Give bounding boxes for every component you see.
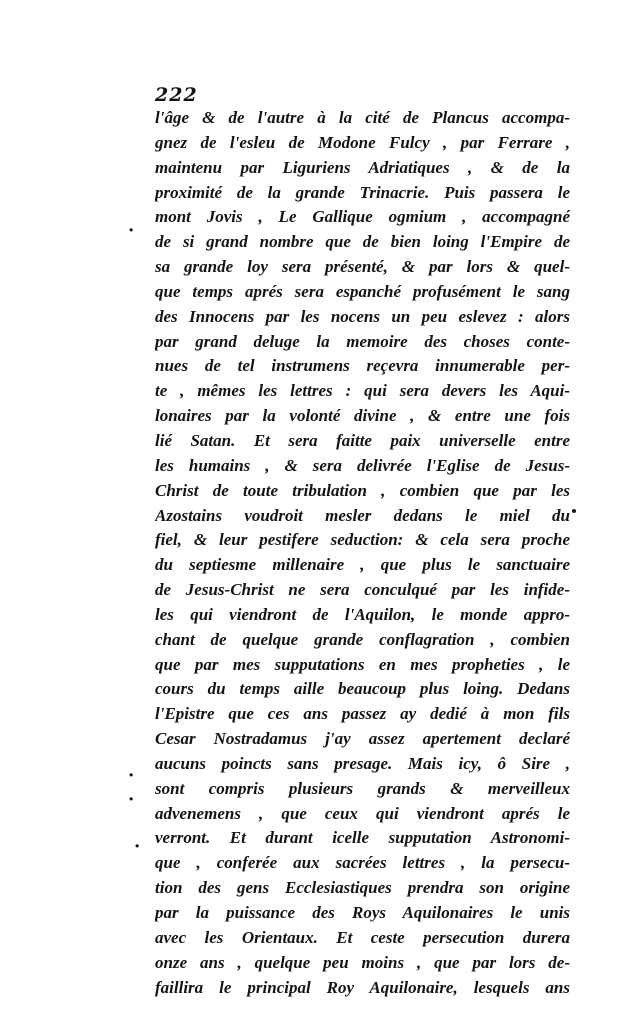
text-line: sa grande loy sera présenté, & par lors & quel- — [155, 257, 570, 277]
text-line: sont compris plusieurs grands & merveilleux — [155, 778, 570, 798]
text-line: maintenu par Liguriens Adriatiques , & de la — [155, 157, 570, 177]
text-line: proximité de la grande Trinacrie. Puis passera le — [155, 182, 570, 202]
text-line: que par mes supputations en mes propheties , le — [155, 654, 570, 674]
margin-dash-mark: · — [128, 789, 135, 810]
text-line: aucuns poincts sans presage. Mais icy, ô Sire , — [155, 753, 570, 773]
text-line: advenemens , que ceux qui viendront aprés le — [155, 803, 570, 823]
page-number: 222 — [155, 84, 198, 106]
text-line: des Innocens par les nocens un peu eslevez : alors — [155, 306, 570, 326]
margin-dash-mark: · — [128, 220, 135, 241]
text-line: nues de tel instrumens reçevra innumerable per- — [155, 356, 570, 376]
text-line: Christ de toute tribulation , combien que par les — [155, 480, 570, 500]
text-line: Azostains voudroit mesler dedans le miel du — [155, 505, 570, 525]
text-line: de si grand nombre que de bien loing l'Empire de — [155, 232, 570, 252]
text-line: verront. Et durant icelle supputation Astronomi- — [155, 828, 570, 848]
ink-speck — [572, 509, 576, 513]
text-line: chant de quelque grande conflagration , combien — [155, 629, 570, 649]
text-line: l'Epistre que ces ans passez ay dedié à mon fils — [155, 704, 570, 724]
text-line: l'âge & de l'autre à la cité de Plancus accompa- — [155, 108, 570, 127]
text-line: onze ans , quelque peu moins , que par lors de- — [155, 952, 570, 972]
text-line: du septiesme millenaire , que plus le sanctuaire — [155, 555, 570, 575]
text-line: tion des gens Ecclesiastiques prendra son origine — [155, 878, 570, 898]
text-line: lié Satan. Et sera faitte paix universelle entre — [155, 430, 570, 450]
text-line: que , conferée aux sacrées lettres , la persecu- — [155, 853, 570, 873]
text-line: faillira le principal Roy Aquilonaire, lesquels ans — [155, 977, 570, 997]
text-line: fiel, & leur pestifere seduction: & cela sera proche — [155, 530, 570, 550]
text-line: Cesar Nostradamus j'ay assez apertement declaré — [155, 729, 570, 749]
text-line: par grand deluge la memoire des choses conte- — [155, 331, 570, 351]
margin-dash-mark: · — [134, 836, 141, 857]
text-line: mont Jovis , Le Gallique ogmium , accompagné — [155, 207, 570, 227]
text-line: que temps aprés sera espanché profusément le sang — [155, 281, 570, 301]
text-line: les humains , & sera delivrée l'Eglise de Jesus- — [155, 455, 570, 475]
text-line: avec les Orientaux. Et ceste persecution durera — [155, 927, 570, 947]
text-line: les qui viendront de l'Aquilon, le monde appro- — [155, 604, 570, 624]
text-line: cours du temps aille beaucoup plus loing. Dedans — [155, 679, 570, 699]
text-line: lonaires par la volonté divine , & entre une fois — [155, 406, 570, 426]
text-line: de Jesus-Christ ne sera conculqué par les infide- — [155, 580, 570, 600]
text-line: te , mêmes les lettres : qui sera devers les Aqui- — [155, 381, 570, 401]
margin-dash-mark: · — [128, 765, 135, 786]
text-line: gnez de l'esleu de Modone Fulcy , par Ferrare , — [155, 132, 570, 152]
text-line: par la puissance des Roys Aquilonaires le unis — [155, 903, 570, 922]
body-text — [155, 106, 570, 1000]
